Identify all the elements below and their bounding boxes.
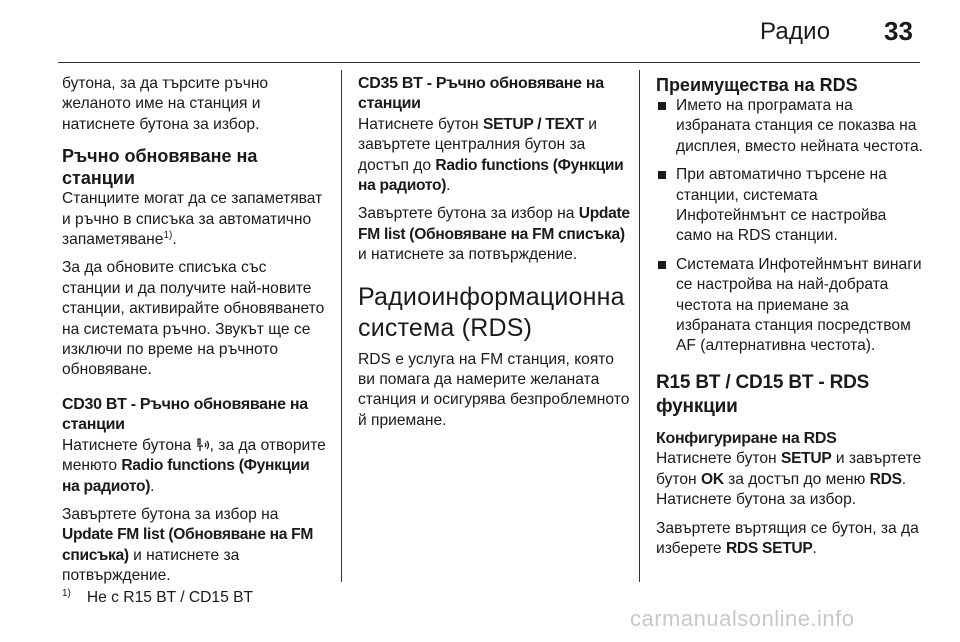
section-heading-r15-rds: R15 BT / CD15 BT - RDS функции bbox=[656, 371, 870, 417]
paragraph: За да обновите списъка със станции и да получите най-новите станции, активирайте обновяването на системата ръчно. Звукът ще се изключи по време на ръчното обновяване. bbox=[62, 259, 325, 379]
paragraph: Натиснете бутона , за да отворите менюто Radio functions (Функции на радиото). bbox=[62, 436, 326, 495]
subheading-cd30: CD30 BT - Ръчно обновяване на станции bbox=[62, 395, 308, 434]
paragraph: Завъртете въртящия се бутон, за да изберете RDS SETUP. bbox=[656, 519, 919, 557]
watermark: carmanualsonline.info bbox=[630, 606, 855, 631]
footnote bbox=[62, 589, 253, 607]
section-heading-manual-update: Ръчно обновяване на станции bbox=[62, 146, 258, 189]
rds-advantages-list bbox=[656, 96, 924, 357]
column-2 bbox=[358, 74, 630, 439]
list-item: Името на програмата на избраната станция се показва на дисплея, вместо нейната честота. bbox=[656, 96, 924, 157]
header-divider bbox=[58, 62, 920, 63]
bullet-square-icon bbox=[658, 261, 666, 269]
paragraph: Завъртете бутона за избор на Update FM list (Обновяване на FM списъка) и натиснете за потвърждение. bbox=[358, 205, 630, 264]
paragraph: Натиснете бутон SETUP / TEXT и завъртете централния бутон за достъп до Radio functions (Функции на радиото). bbox=[358, 115, 624, 195]
section-heading-rds: Радиоинформационна система (RDS) bbox=[358, 282, 625, 342]
list-item: При автоматично търсене на станции, системата Инфотейнмънт се настройва само на RDS станции. bbox=[656, 165, 924, 247]
paragraph: бутона, за да търсите ръчно желаното име на станция и натиснете бутона за избор. bbox=[62, 75, 269, 133]
column-1 bbox=[62, 74, 328, 595]
paragraph: Завъртете бутона за избор на Update FM list (Обновяване на FM списъка) и натиснете за потвърждение. bbox=[62, 505, 314, 585]
column-divider-1 bbox=[341, 70, 342, 582]
page-number: 33 bbox=[884, 16, 913, 46]
paragraph: Натиснете бутон SETUP и завъртете бутон OK за достъп до меню RDS. Натиснете бутона за избор. bbox=[656, 450, 922, 509]
bullet-square-icon bbox=[658, 171, 666, 179]
paragraph: Станциите могат да се запаметяват и ръчно в списъка за автоматично запаметяване$^{1)}$. bbox=[62, 190, 323, 249]
subheading-rds-config: Конфигуриране на RDS bbox=[656, 429, 837, 447]
radio-button-icon bbox=[196, 438, 210, 452]
paragraph: RDS е услуга на FM станция, която ви помага да намерите желаната станция и осигурява безпроблемното й приемане. bbox=[358, 350, 630, 429]
footnote-text: Не с R15 BT / CD15 BT bbox=[86, 589, 254, 606]
subheading-cd35: CD35 BT - Ръчно обновяване на станции bbox=[358, 75, 604, 113]
section-heading-rds-advantages: Преимущества на RDS bbox=[656, 75, 858, 95]
column-3 bbox=[656, 74, 924, 567]
footnote-ref: 1) bbox=[163, 229, 173, 241]
bullet-square-icon bbox=[658, 102, 666, 110]
page-title: Радио bbox=[760, 18, 831, 45]
column-divider-2 bbox=[639, 70, 640, 582]
list-item: Системата Инфотейнмънт винаги се настройва на най-добрата честота на приемане за избраната станция посредством AF (алтернативна честота). bbox=[656, 255, 924, 357]
footnote-mark: 1) bbox=[62, 587, 71, 599]
